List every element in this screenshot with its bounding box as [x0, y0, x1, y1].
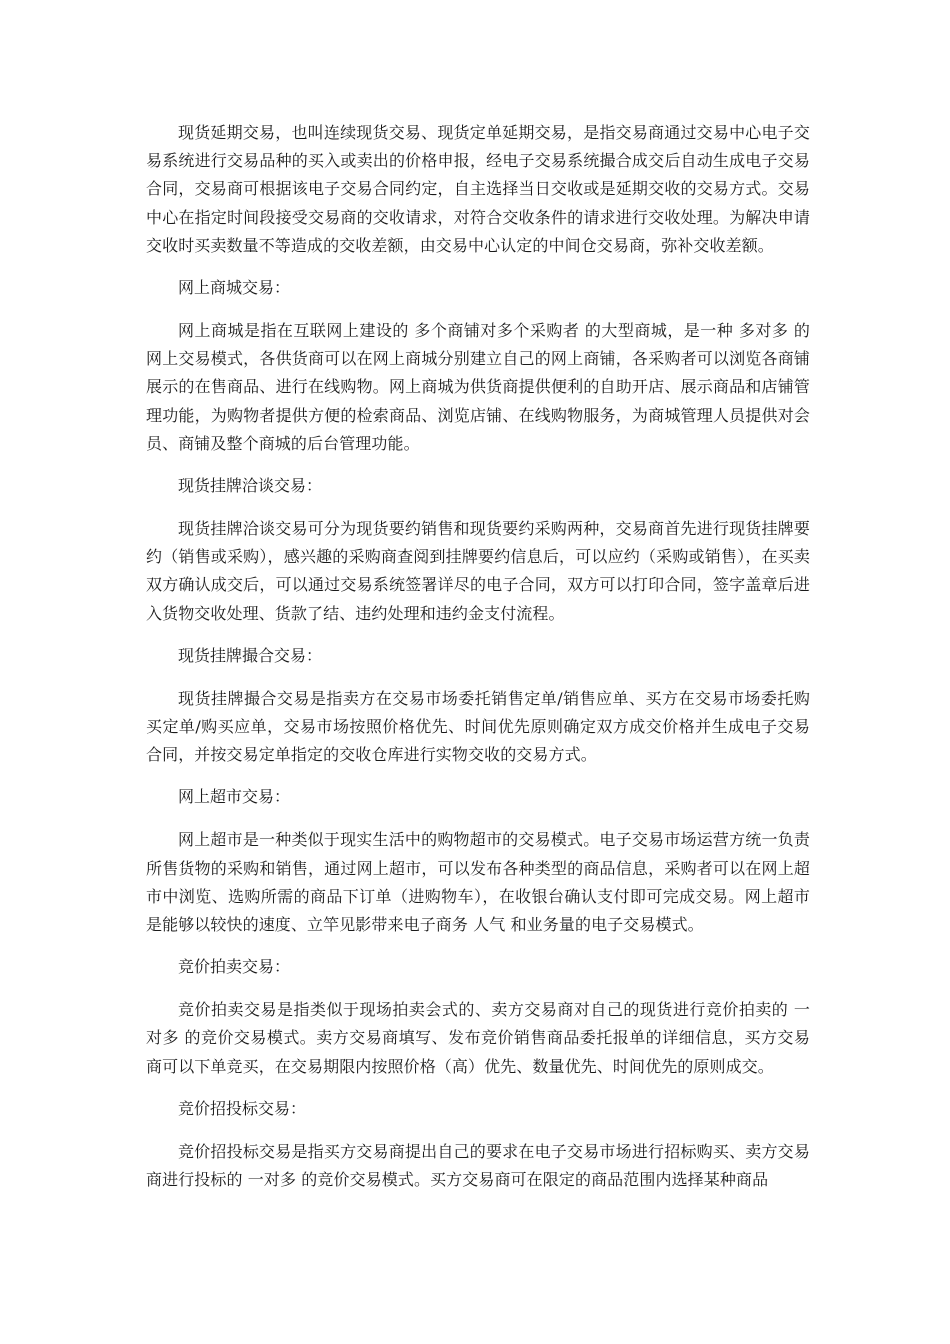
heading-online-mall: 网上商城交易： [178, 278, 291, 298]
document-page [146, 119, 810, 1194]
paragraph-spot-deferred-trading: 现货延期交易，也叫连续现货交易、现货定单延期交易，是指交易商通过交易中心电子交易系统进行交易品种的买入或卖出的价格申报，经电子交易系统撮合成交后自动生成电子交易合同，交易商可根据该电子交易合同约定，自主选择当日交收或是延期交收的交易方式。交易中心在指定时间段接受交易商的交收请求，对符合交收条件的请求进行交收处理。为解决申请交收时买卖数量不等造成的交收差额，由交易中心认定的中间仓交易商，弥补交收差额。 [146, 123, 810, 255]
paragraph-listing-negotiation: 现货挂牌洽谈交易可分为现货要约销售和现货要约采购两种，交易商首先进行现货挂牌要约（销售或采购），感兴趣的采购商查阅到挂牌要约信息后，可以应约（采购或销售），在买卖双方确认成交后，可以通过交易系统签署详尽的电子合同，双方可以打印合同，签字盖章后进入货物交收处理、货款了结、违约处理和违约金支付流程。 [146, 519, 810, 623]
heading-tender: 竞价招投标交易： [178, 1098, 307, 1118]
paragraph-online-mall: 网上商城是指在互联网上建设的 多个商铺对多个采购者 的大型商城，是一种 多对多 的网上交易模式，各供货商可以在网上商城分别建立自己的网上商铺，各采购者可以浏览各商铺展示的在售商品、进行在线购物。网上商城为供货商提供便利的自助开店、展示商品和店铺管理功能，为购物者提供方便的检索商品、浏览店铺、在线购物服务，为商城管理人员提供对会员、商铺及整个商城的后台管理功能。 [146, 321, 810, 453]
paragraph-tender: 竞价招投标交易是指买方交易商提出自己的要求在电子交易市场进行招标购买、卖方交易商进行投标的 一对多 的竞价交易模式。买方交易商可在限定的商品范围内选择某种商品 [146, 1141, 810, 1190]
paragraph-listing-matching: 现货挂牌撮合交易是指卖方在交易市场委托销售定单/销售应单、买方在交易市场委托购买定单/购买应单，交易市场按照价格优先、时间优先原则确定双方成交价格并生成电子交易合同，并按交易定单指定的交收仓库进行实物交收的交易方式。 [146, 688, 810, 765]
paragraph-auction: 竞价拍卖交易是指类似于现场拍卖会式的、卖方交易商对自己的现货进行竞价拍卖的 一对多 的竞价交易模式。卖方交易商填写、发布竞价销售商品委托报单的详细信息，买方交易商可以下单竞买，在交易期限内按照价格（高）优先、数量优先、时间优先的原则成交。 [146, 1000, 810, 1076]
heading-online-supermarket: 网上超市交易： [178, 787, 291, 807]
heading-auction: 竞价拍卖交易： [178, 957, 291, 977]
paragraph-online-supermarket: 网上超市是一种类似于现实生活中的购物超市的交易模式。电子交易市场运营方统一负责所售货物的采购和销售，通过网上超市，可以发布各种类型的商品信息，采购者可以在网上超市中浏览、选购所需的商品下订单（进购物车），在收银台确认支付即可完成交易。网上超市是能够以较快的速度、立竿见影带来电子商务 人气 和业务量的电子交易模式。 [146, 830, 810, 935]
heading-listing-matching: 现货挂牌撮合交易： [178, 645, 323, 665]
heading-listing-negotiation: 现货挂牌洽谈交易： [178, 476, 323, 496]
